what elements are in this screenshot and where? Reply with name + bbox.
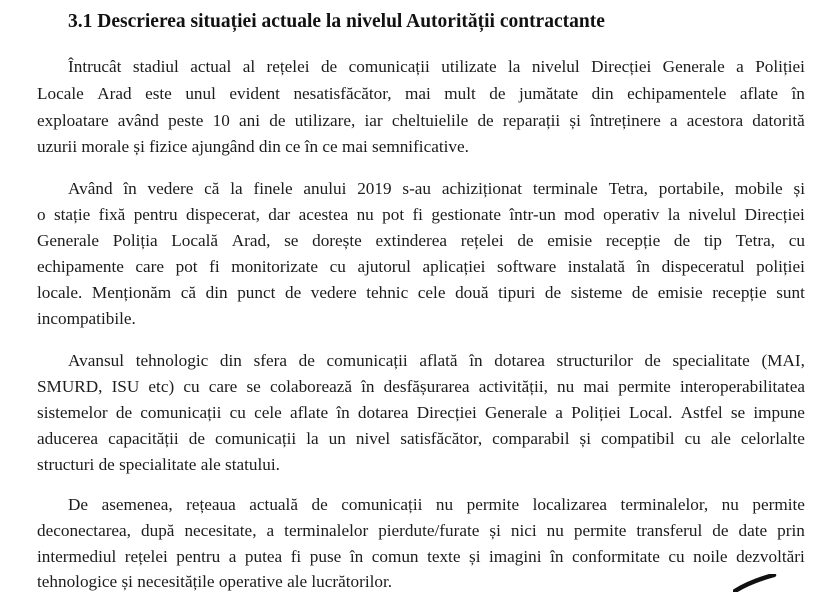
word: utilizate [441,57,497,76]
word: localizarea [532,495,608,514]
word: de [712,521,729,540]
word: permite [752,495,805,514]
word: Locale [37,84,84,103]
word: Generale [485,403,548,422]
word: de [489,84,506,103]
word: terminalelor, [620,495,709,514]
word: Tetra, [735,231,776,250]
word: de [673,231,691,250]
word: stadiul [132,57,179,76]
word: de [477,111,494,130]
paragraph-line [68,495,805,515]
word: de [284,283,302,302]
word: nesatisfăcător, [293,84,392,103]
word: texte [427,547,461,566]
word: aflată [419,351,458,370]
word: Avansul [68,351,125,370]
word: conformitate [572,547,660,566]
word: în [636,257,650,276]
word: care [135,257,165,276]
word: SMURD, [37,377,103,396]
word: pentru [133,205,178,224]
word: imagini [489,547,542,566]
word: Generale [37,231,100,250]
word: că [204,179,220,198]
word: din [205,283,228,302]
word: acestora [686,111,744,130]
word: nivelul [688,205,737,224]
word: dar [268,205,291,224]
word: de [320,57,338,76]
word: pentru [176,547,221,566]
word: poliției [756,257,805,276]
paragraph-line: incompatibile. [37,309,136,328]
word: tehnic [366,283,409,302]
word: Poliției [571,403,621,422]
word: sisteme [570,283,623,302]
word: în [123,179,137,198]
word: Întrucât [68,57,122,76]
paragraph-line [37,521,805,541]
word: finele [253,179,293,198]
word: care [208,377,238,396]
word: stație [53,205,91,224]
word: aflate [739,84,779,103]
word: tehnologic [135,351,209,370]
paragraph-line [37,231,805,251]
word: aflate [289,403,329,422]
paragraph-line [37,111,805,131]
word: structurilor [556,351,633,370]
word: vedere [310,283,357,302]
word: date [738,521,768,540]
word: întreținere [590,111,661,130]
word: nu [546,521,564,540]
word: emisie [657,283,703,302]
word: nivelul [531,57,580,76]
word: comparabil [492,429,570,448]
word: desfășurarea [383,377,470,396]
word: dotarea [357,403,409,422]
word: din [591,84,614,103]
word: specialitate [672,351,750,370]
word: și [793,179,805,198]
word: permite [466,495,520,514]
word: de [644,351,661,370]
paragraph-line [37,257,805,277]
word: de [311,495,328,514]
word: în [361,377,375,396]
word: permite [573,521,627,540]
word: în [791,84,805,103]
word: (MAI, [761,351,805,370]
word: transferul [636,521,703,540]
word: putea [244,547,283,566]
word: vedere [147,179,194,198]
paragraph-line [37,403,805,423]
word: Local. [628,403,673,422]
word: puse [309,547,342,566]
word: comunicații [215,429,297,448]
word: de [115,403,133,422]
word: sfera [253,351,287,370]
word: 10 [212,111,230,130]
word: tip [703,231,722,250]
paragraph-line: tehnologice și necesitățile operative ale lucrătorilor. [37,572,393,591]
word: utilizare, [294,111,356,130]
word: a [736,57,744,76]
word: a [228,547,237,566]
word: o [37,205,46,224]
word: în [469,351,483,370]
word: impune [753,403,805,422]
word: aducerea [37,429,99,448]
word: comun [371,547,419,566]
word: sistemelor [37,403,108,422]
word: dispecerat, [185,205,260,224]
word: mod [564,205,595,224]
word: dotarea [494,351,545,370]
word: din [219,351,242,370]
word: gestionate [431,205,501,224]
word: instalată [567,257,626,276]
word: exploatare [37,111,109,130]
paragraph-line [37,429,805,449]
word: evident [229,84,280,103]
word: Menționăm [91,283,172,302]
word: mai [405,84,431,103]
word: se [246,377,261,396]
paragraph-line [37,205,805,225]
word: emisie [547,231,593,250]
paragraph-line [68,351,805,371]
word: De [68,495,89,514]
word: nu [721,495,739,514]
paragraph-line [37,283,805,303]
word: un [328,429,346,448]
word: a [669,111,678,130]
word: la [306,429,319,448]
word: în [336,403,350,422]
word: Arad, [231,231,271,250]
word: fi [209,257,220,276]
word: jumătate [519,84,579,103]
word: Tetra, [608,179,648,198]
word: nu [356,205,374,224]
word: Locală [171,231,219,250]
word: rețeaua [186,495,236,514]
word: datorită [752,111,805,130]
word: a [266,521,275,540]
word: pot [382,205,405,224]
word: Poliției [755,57,805,76]
word: terminale [532,179,598,198]
word: mobile [734,179,783,198]
paragraph-line [37,377,805,397]
word: cu [668,547,685,566]
word: și [579,429,591,448]
word: Astfel [680,403,723,422]
word: după [141,521,175,540]
word: necesitate, [184,521,257,540]
word: nivel [355,429,391,448]
word: și [469,547,481,566]
word: nu [435,495,454,514]
word: comunicații [140,403,222,422]
word: software [497,257,557,276]
word: Direcției [416,403,477,422]
word: etc) [148,377,175,396]
word: comunicații [326,351,408,370]
word: deconectarea, [37,521,131,540]
word: că [180,283,197,302]
paragraph-line [68,179,805,199]
word: cu [183,377,200,396]
word: cele [254,403,282,422]
word: la [667,205,681,224]
word: cu [329,257,346,276]
word: în [550,547,564,566]
paragraph-line: structuri de specialitate ale statului. [37,455,280,474]
word: comunicații [341,495,423,514]
word: Generale [662,57,725,76]
word: fixă [98,205,126,224]
word: iar [364,111,383,130]
word: achiziționat [441,179,523,198]
word: intermediul [37,547,117,566]
word: rețelei [460,231,504,250]
word: portabile, [658,179,725,198]
word: terminalelor [284,521,369,540]
word: cele [417,283,446,302]
word: de [188,429,205,448]
word: pierdute/furate [378,521,480,540]
word: Poliția [112,231,158,250]
word: prin [777,521,805,540]
word: colaborează [269,377,352,396]
word: s-au [402,179,432,198]
word: anului [303,179,347,198]
word: satisfăcător, [400,429,483,448]
paragraph-line [37,84,805,104]
word: asemenea, [101,495,173,514]
word: echipamente [37,257,124,276]
section-heading: 3.1 Descrierea situației actuale la nivelul Autorității contractante [68,11,605,32]
word: de [269,111,286,130]
word: de [544,283,562,302]
word: unul [185,84,216,103]
word: celorlalte [740,429,805,448]
word: actual [190,57,232,76]
word: la [508,57,521,76]
word: nu [557,377,575,396]
word: ajutorul [357,257,411,276]
word: rețelei [124,547,168,566]
word: două [455,283,489,302]
word: 2019 [357,179,392,198]
word: fi [290,547,302,566]
word: acestea [298,205,349,224]
word: având [117,111,159,130]
word: pot [175,257,198,276]
word: dezvoltări [736,547,805,566]
paragraph-line [37,547,805,567]
word: punct [237,283,276,302]
word: se [730,403,746,422]
word: aplicației [422,257,486,276]
word: locale. [37,283,83,302]
word: și [569,111,581,130]
word: noile [693,547,728,566]
word: recepție [605,231,661,250]
word: peste [168,111,204,130]
word: echipamentele [627,84,727,103]
word: compatibil [601,429,675,448]
word: Direcției [744,205,805,224]
word: cu [684,429,701,448]
pen-mark-icon [733,574,777,592]
word: capacității [108,429,179,448]
word: dorește [312,231,362,250]
word: al [242,57,256,76]
paragraph-line [68,57,805,77]
word: extinderea [375,231,448,250]
word: și [489,521,501,540]
word: dispeceratul [661,257,745,276]
word: cheltuielile [391,111,469,130]
paragraph-line: uzurii morale și fizice ajungând din ce în ce mai semnificative. [37,137,469,156]
word: reparații [502,111,561,130]
word: ani [239,111,261,130]
word: cu [229,403,246,422]
word: la [230,179,243,198]
word: Direcției [591,57,652,76]
word: de [298,351,315,370]
word: rețelei [266,57,310,76]
word: interoperabilitatea [679,377,805,396]
word: recepție [712,283,767,302]
word: Arad [97,84,132,103]
word: actuală [249,495,298,514]
word: de [631,283,649,302]
word: nici [510,521,537,540]
word: sunt [776,283,805,302]
word: mult [444,84,476,103]
word: ale [710,429,731,448]
word: tipuri [498,283,536,302]
word: mai [583,377,610,396]
word: cu [788,231,805,250]
word: comunicații [348,57,430,76]
word: se [284,231,299,250]
word: monitorizate [231,257,319,276]
word: în [349,547,364,566]
word: Având [68,179,113,198]
word: într-un [509,205,556,224]
word: permite [618,377,671,396]
word: a [555,403,563,422]
word: fi [412,205,423,224]
word: de [517,231,534,250]
word: operativ [603,205,660,224]
word: este [145,84,172,103]
word: activității, [478,377,548,396]
word: ISU [111,377,140,396]
